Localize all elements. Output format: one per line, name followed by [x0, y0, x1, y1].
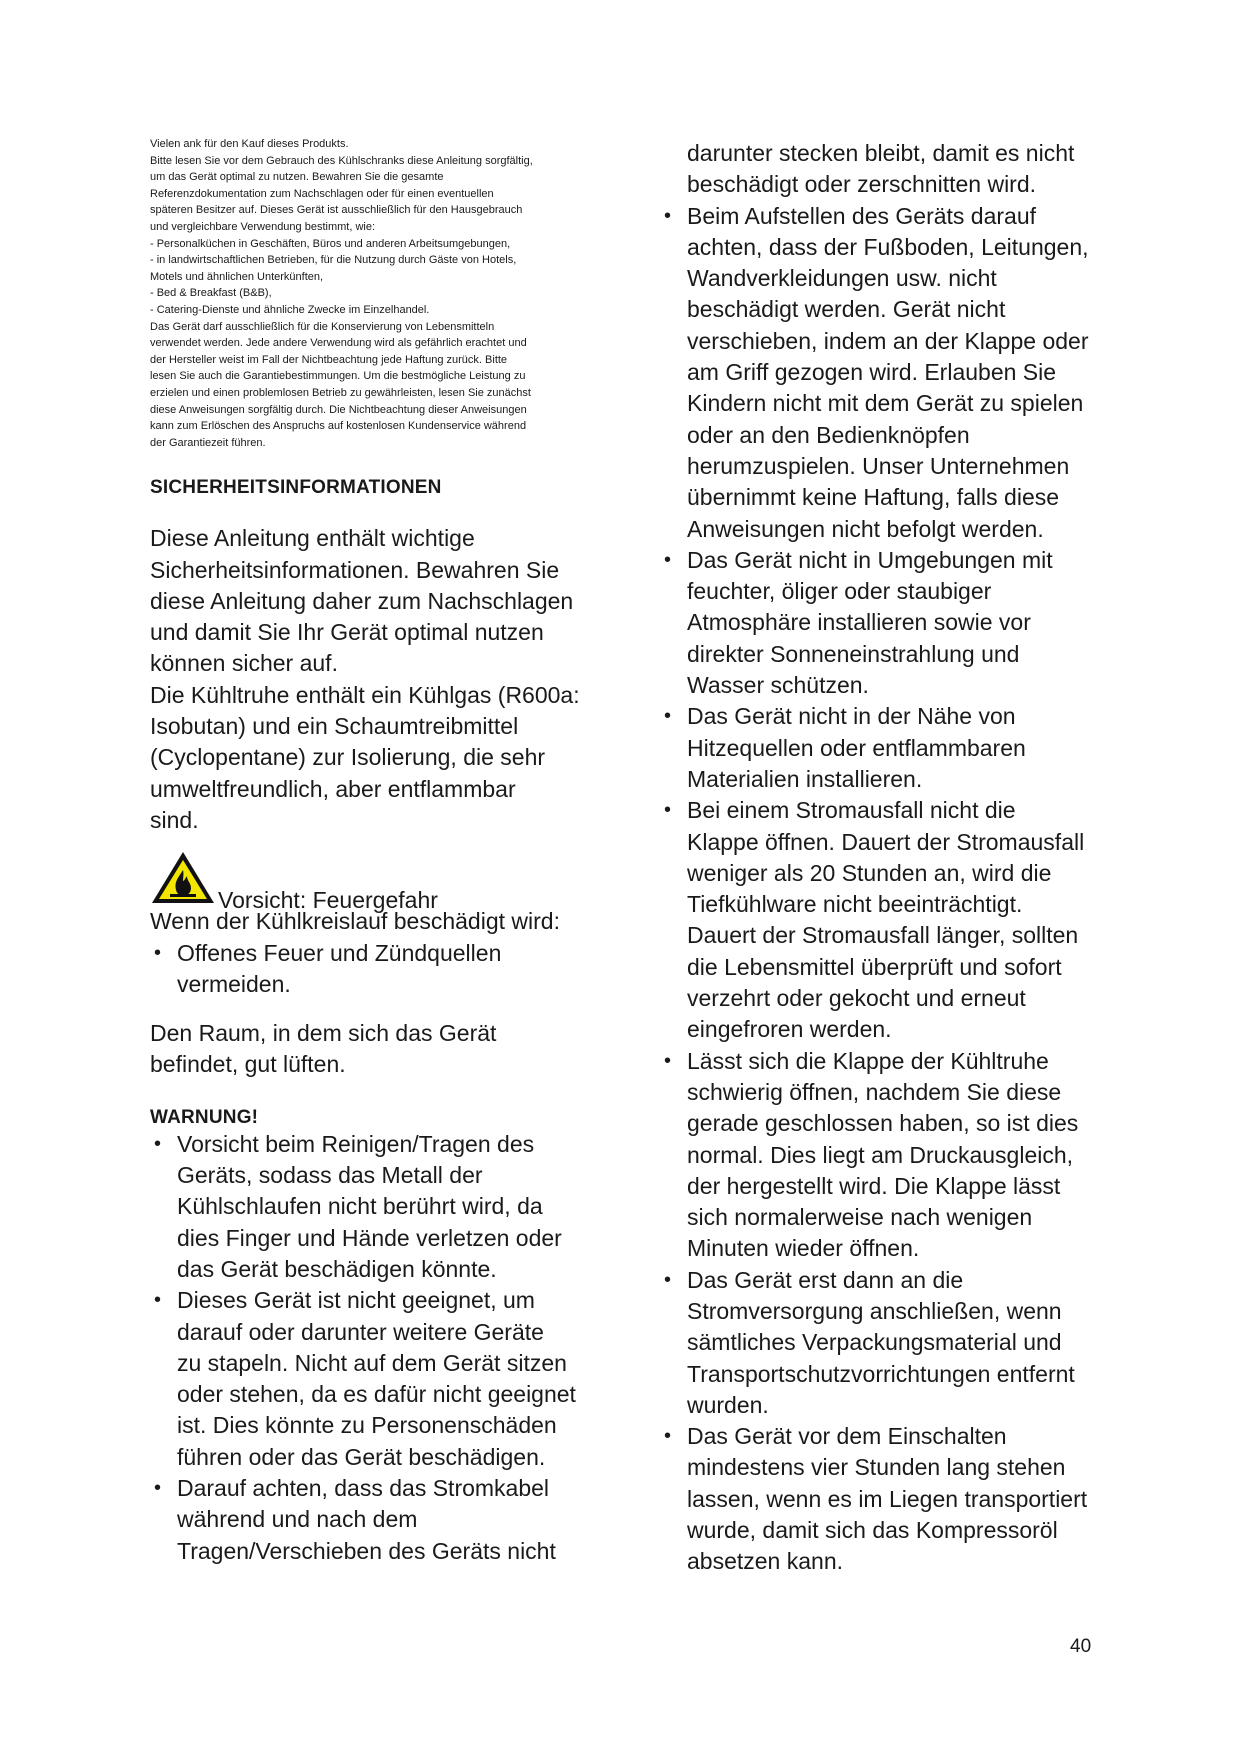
- list-item-line: oder an den Bedienknöpfen: [687, 421, 970, 448]
- flammable-warning-icon: [150, 850, 216, 906]
- list-item-line: Wandverkleidungen usw. nicht: [687, 265, 997, 292]
- list-item: [660, 545, 1110, 701]
- bullet-icon: •: [154, 941, 162, 964]
- safety-heading: SICHERHEITSINFORMATIONEN: [150, 477, 442, 499]
- bullet-icon: •: [154, 1477, 162, 1499]
- list-item-line: übernimmt keine Haftung, falls diese: [687, 484, 1060, 511]
- list-item: [150, 938, 590, 1001]
- list-item: [660, 1421, 1110, 1577]
- list-item: [660, 1265, 1110, 1421]
- bullet-icon: •: [154, 1289, 162, 1312]
- continuation-line: darunter stecken bleibt, damit es nicht: [687, 140, 1075, 166]
- intro-line: späteren Besitzer auf. Dieses Gerät ist ausschließlich für den Hausgebrauch: [150, 204, 523, 217]
- list-item-line: schwierig öffnen, nachdem Sie diese: [687, 1078, 1062, 1105]
- list-item-line: eingefroren werden.: [687, 1016, 892, 1043]
- list-item-line: Das Gerät nicht in Umgebungen mit: [687, 546, 1053, 573]
- list-item-line: Stromversorgung anschließen, wenn: [687, 1297, 1062, 1324]
- list-item-line: feuchter, öliger oder staubiger: [687, 578, 992, 605]
- list-item-line: Tragen/Verschieben des Geräts nicht: [177, 1537, 556, 1564]
- right-column: [660, 138, 1110, 1578]
- list-item-line: Dieses Gerät ist nicht geeignet, um: [177, 1287, 535, 1314]
- list-item: [660, 1046, 1110, 1265]
- fire-list: [150, 938, 590, 1001]
- list-item-line: verzehrt oder gekocht und erneut: [687, 985, 1026, 1012]
- safety-line: Isobutan) und ein Schaumtreibmittel: [150, 713, 519, 740]
- left-column: [150, 136, 590, 1567]
- intro-line: verwendet werden. Jede andere Verwendung wird als gefährlich erachtet und: [150, 337, 527, 350]
- safety-line: Die Kühltruhe enthält ein Kühlgas (R600a:: [150, 681, 580, 708]
- intro-line: erzielen und einen problemlosen Betrieb zu gewährleisten, lesen Sie zunächst: [150, 386, 531, 399]
- list-item-line: Kühlschlaufen nicht berührt wird, da: [177, 1193, 543, 1220]
- list-item: [660, 201, 1110, 545]
- intro-line: - Personalküchen in Geschäften, Büros und anderen Arbeitsumgebungen,: [150, 237, 511, 250]
- list-item-line: Klappe öffnen. Dauert der Stromausfall: [687, 828, 1085, 855]
- list-item-line: Kindern nicht mit dem Gerät zu spielen: [687, 390, 1084, 417]
- safety-line: sind.: [150, 806, 199, 833]
- intro-line: Das Gerät darf ausschließlich für die Konservierung von Lebensmitteln: [150, 320, 495, 333]
- intro-text: [150, 136, 590, 451]
- intro-line: lesen Sie auch die Garantiebestimmungen. Um die bestmögliche Leistung zu: [150, 370, 526, 383]
- safety-line: Diese Anleitung enthält wichtige: [150, 525, 475, 552]
- right-warning-list: [660, 201, 1110, 1578]
- list-item-line: Vorsicht beim Reinigen/Tragen des: [177, 1130, 535, 1157]
- safety-line: diese Anleitung daher zum Nachschlagen: [150, 587, 574, 614]
- intro-line: und vergleichbare Verwendung bestimmt, wie:: [150, 220, 376, 233]
- list-item-line: darauf oder darunter weitere Geräte: [177, 1318, 544, 1345]
- intro-line: - Catering-Dienste und ähnliche Zwecke im Einzelhandel.: [150, 303, 430, 316]
- list-item-line: Darauf achten, dass das Stromkabel: [177, 1475, 550, 1501]
- list-item-line: Hitzequellen oder entflammbaren: [687, 734, 1026, 761]
- list-item-line: am Griff gezogen wird. Erlauben Sie: [687, 359, 1057, 386]
- fire-warning-row: [150, 850, 590, 914]
- room-line: befindet, gut lüften.: [150, 1051, 346, 1078]
- caution-label: Vorsicht: Feuergefahr: [218, 887, 438, 914]
- safety-line: (Cyclopentane) zur Isolierung, die sehr: [150, 744, 546, 771]
- intro-line: Bitte lesen Sie vor dem Gebrauch des Kühlschranks diese Anleitung sorgfältig,: [150, 154, 533, 167]
- list-item-line: gerade geschlossen haben, so ist dies: [687, 1110, 1079, 1137]
- intro-line: um das Gerät optimal zu nutzen. Bewahren Sie die gesamte: [150, 171, 444, 184]
- bullet-icon: •: [664, 799, 672, 822]
- list-item-line: Wasser schützen.: [687, 672, 869, 699]
- list-item-line: während und nach dem: [177, 1506, 418, 1533]
- list-item-line: der hergestellt wird. Die Klappe lässt: [687, 1172, 1061, 1199]
- list-item: [660, 795, 1110, 1045]
- list-item: [150, 1129, 590, 1285]
- intro-line: der Hersteller weist im Fall der Nichtbeachtung jede Haftung zurück. Bitte: [150, 353, 508, 366]
- intro-line: kann zum Erlöschen des Anspruchs auf kostenlosen Kundenservice während: [150, 420, 527, 433]
- list-item-line: lassen, wenn es im Liegen transportiert: [687, 1485, 1088, 1512]
- circuit-text: Wenn der Kühlkreislauf beschädigt wird:: [150, 908, 560, 935]
- warning-list: [150, 1129, 590, 1567]
- list-item-line: Das Gerät vor dem Einschalten: [687, 1423, 1007, 1450]
- list-item-line: weniger als 20 Stunden an, wird die: [687, 859, 1052, 886]
- list-item-line: Das Gerät erst dann an die: [687, 1266, 964, 1293]
- list-item-line: Tiefkühlware nicht beeinträchtigt.: [687, 891, 1023, 918]
- list-item-line: mindestens vier Stunden lang stehen: [687, 1454, 1066, 1481]
- safety-line: und damit Sie Ihr Gerät optimal nutzen: [150, 619, 544, 646]
- list-item-line: Offenes Feuer und Zündquellen: [177, 939, 502, 966]
- bullet-icon: •: [154, 1132, 162, 1155]
- bullet-icon: •: [664, 705, 672, 728]
- list-item-line: Bei einem Stromausfall nicht die: [687, 797, 1016, 824]
- list-item-line: Geräts, sodass das Metall der: [177, 1162, 483, 1189]
- intro-line: Referenzdokumentation zum Nachschlagen oder für einen eventuellen: [150, 187, 494, 200]
- room-line: Den Raum, in dem sich das Gerät: [150, 1020, 497, 1047]
- bullet-icon: •: [664, 204, 672, 227]
- list-item-line: die Lebensmittel überprüft und sofort: [687, 953, 1062, 980]
- list-item: [150, 1285, 590, 1473]
- list-item: [660, 701, 1110, 795]
- continuation-line: beschädigt oder zerschnitten wird.: [687, 171, 1037, 198]
- room-paragraph: [150, 1018, 590, 1081]
- list-item-line: direkter Sonneneinstrahlung und: [687, 640, 1020, 667]
- list-item: [150, 1473, 590, 1567]
- bullet-icon: •: [664, 1049, 672, 1072]
- list-item-line: Atmosphäre installieren sowie vor: [687, 609, 1031, 636]
- safety-line: umweltfreundlich, aber entflammbar: [150, 775, 516, 802]
- safety-line: Sicherheitsinformationen. Bewahren Sie: [150, 556, 560, 583]
- intro-line: Vielen ank für den Kauf dieses Produkts.: [150, 138, 349, 150]
- intro-line: - Bed & Breakfast (B&B),: [150, 287, 272, 300]
- intro-line: - in landwirtschaftlichen Betrieben, für die Nutzung durch Gäste von Hotels,: [150, 254, 517, 267]
- bullet-icon: •: [664, 1425, 672, 1448]
- list-item-line: herumzuspielen. Unser Unternehmen: [687, 452, 1070, 479]
- safety-paragraph: [150, 523, 590, 836]
- list-item-line: normal. Dies liegt am Druckausgleich,: [687, 1141, 1074, 1168]
- list-item-line: Anweisungen nicht befolgt werden.: [687, 515, 1044, 542]
- bullet-icon: •: [664, 548, 672, 571]
- list-item-line: vermeiden.: [177, 970, 291, 997]
- list-item-line: ist. Dies könnte zu Personenschäden: [177, 1412, 557, 1439]
- list-item-line: verschieben, indem an der Klappe oder: [687, 327, 1089, 354]
- list-item-line: das Gerät beschädigen könnte.: [177, 1255, 497, 1282]
- list-item-line: oder stehen, da es dafür nicht geeignet: [177, 1381, 576, 1408]
- list-item-line: Minuten wieder öffnen.: [687, 1235, 920, 1262]
- warning-heading: WARNUNG!: [150, 1106, 259, 1128]
- list-item-line: Lässt sich die Klappe der Kühltruhe: [687, 1047, 1049, 1074]
- page-number: 40: [1070, 1636, 1092, 1657]
- intro-line: Motels und ähnlichen Unterkünften,: [150, 270, 324, 283]
- intro-line: der Garantiezeit führen.: [150, 436, 266, 449]
- list-item-line: Materialien installieren.: [687, 765, 923, 792]
- list-item-line: sämtliches Verpackungsmaterial und: [687, 1329, 1062, 1356]
- bullet-icon: •: [664, 1268, 672, 1291]
- list-item-line: Transportschutzvorrichtungen entfernt: [687, 1360, 1075, 1387]
- list-item-line: zu stapeln. Nicht auf dem Gerät sitzen: [177, 1349, 567, 1376]
- list-item-line: beschädigt werden. Gerät nicht: [687, 296, 1006, 323]
- list-item-line: wurde, damit sich das Kompressoröl: [687, 1517, 1058, 1544]
- intro-line: diese Anweisungen sorgfältig durch. Die Nichtbeachtung dieser Anweisungen: [150, 403, 527, 416]
- list-item-line: sich normalerweise nach wenigen: [687, 1204, 1033, 1231]
- list-item-line: wurden.: [687, 1391, 769, 1418]
- safety-line: können sicher auf.: [150, 650, 338, 677]
- list-item-line: absetzen kann.: [687, 1548, 844, 1575]
- list-item-line: führen oder das Gerät beschädigen.: [177, 1443, 546, 1470]
- continuation-text: [660, 138, 1110, 201]
- list-item-line: Dauert der Stromausfall länger, sollten: [687, 922, 1079, 949]
- list-item-line: achten, dass der Fußboden, Leitungen,: [687, 233, 1089, 260]
- list-item-line: Das Gerät nicht in der Nähe von: [687, 703, 1016, 730]
- list-item-line: dies Finger und Hände verletzen oder: [177, 1224, 562, 1251]
- list-item-line: Beim Aufstellen des Geräts darauf: [687, 202, 1037, 229]
